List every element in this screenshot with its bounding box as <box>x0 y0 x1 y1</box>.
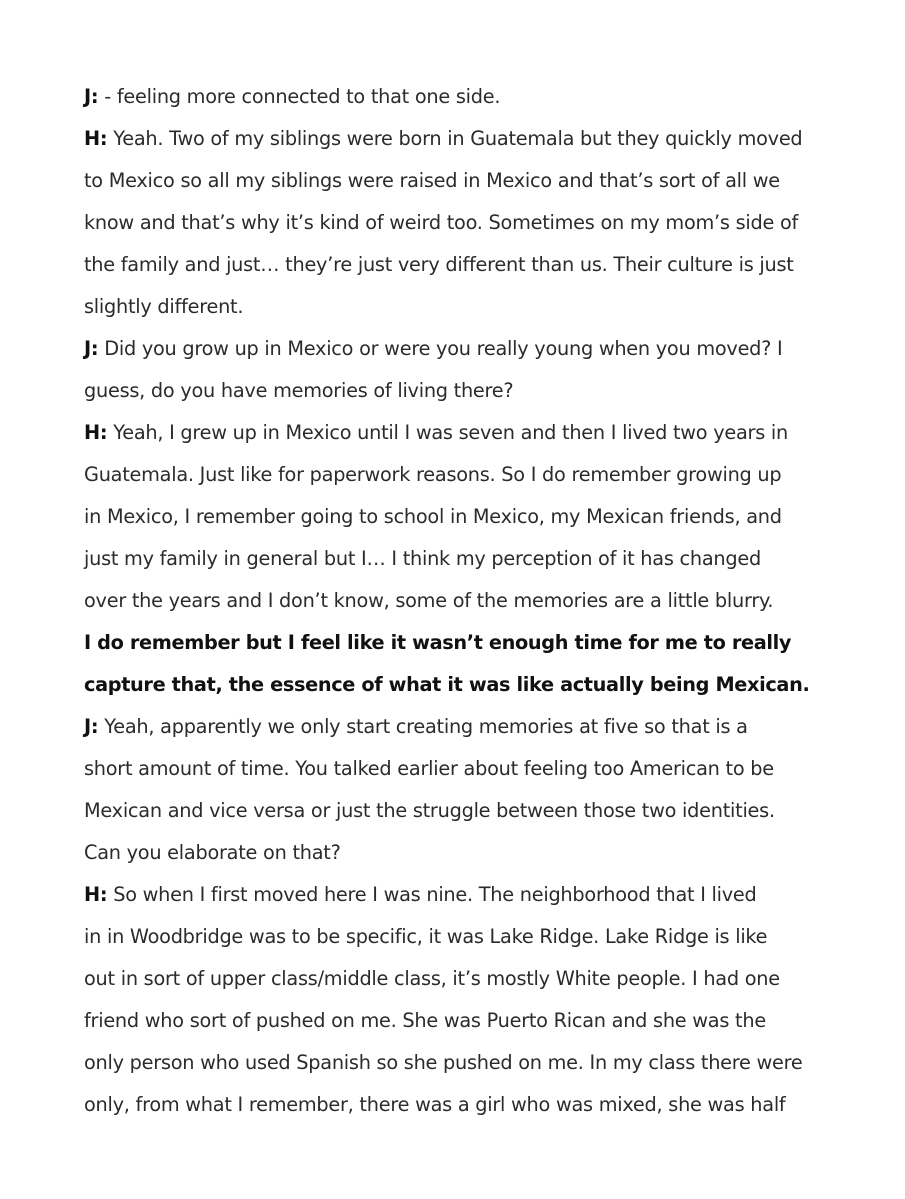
line-text: Yeah. Two of my siblings were born in Guatemala but they quickly moved <box>107 127 803 150</box>
speaker-label: J: <box>84 337 99 360</box>
speaker-label: H: <box>84 883 108 906</box>
line-text: Mexican and vice versa or just the struggle between those two identities. <box>84 799 775 822</box>
transcript-line-2 <box>84 118 844 160</box>
speaker-label: H: <box>84 421 108 444</box>
line-text: to Mexico so all my siblings were raised in Mexico and that’s sort of all we <box>84 169 780 192</box>
line-text: Yeah, I grew up in Mexico until I was seven and then I lived two years in <box>107 421 788 444</box>
transcript-line-5 <box>84 244 844 286</box>
line-text: - feeling more connected to that one side. <box>98 85 501 108</box>
transcript-line-11 <box>84 496 844 538</box>
line-text: slightly different. <box>84 295 244 318</box>
transcript-line-3 <box>84 160 844 202</box>
line-text: just my family in general but I… I think my perception of it has changed <box>84 547 761 570</box>
line-text: I do remember but I feel like it wasn’t enough time for me to really <box>84 631 792 654</box>
transcript-line-4 <box>84 202 844 244</box>
line-text: Can you elaborate on that? <box>84 841 341 864</box>
transcript-line-7 <box>84 328 844 370</box>
transcript-line-6 <box>84 286 844 328</box>
line-text: in Mexico, I remember going to school in Mexico, my Mexican friends, and <box>84 505 782 528</box>
line-text: short amount of time. You talked earlier about feeling too American to be <box>84 757 774 780</box>
line-text: Did you grow up in Mexico or were you really young when you moved? I <box>98 337 783 360</box>
line-text: over the years and I don’t know, some of the memories are a little blurry. <box>84 589 774 612</box>
transcript-line-12 <box>84 538 844 580</box>
transcript-line-9 <box>84 412 844 454</box>
transcript-line-25 <box>84 1084 844 1126</box>
highlighted-quote-line-2 <box>84 664 844 706</box>
line-text: only person who used Spanish so she pushed on me. In my class there were <box>84 1051 803 1074</box>
line-text: know and that’s why it’s kind of weird too. Sometimes on my mom’s side of <box>84 211 799 234</box>
transcript-line-16 <box>84 706 844 748</box>
line-text: only, from what I remember, there was a girl who was mixed, she was half <box>84 1093 786 1116</box>
line-text: Yeah, apparently we only start creating memories at five so that is a <box>98 715 748 738</box>
speaker-label: J: <box>84 85 99 108</box>
transcript-line-18 <box>84 790 844 832</box>
transcript-line-24 <box>84 1042 844 1084</box>
transcript-line-17 <box>84 748 844 790</box>
transcript-line-13 <box>84 580 844 622</box>
transcript-line-23 <box>84 1000 844 1042</box>
transcript-line-19 <box>84 832 844 874</box>
transcript-line-21 <box>84 916 844 958</box>
line-text: the family and just… they’re just very different than us. Their culture is just <box>84 253 794 276</box>
transcript-line-10 <box>84 454 844 496</box>
transcript-line-22 <box>84 958 844 1000</box>
line-text: out in sort of upper class/middle class, it’s mostly White people. I had one <box>84 967 780 990</box>
transcript-body <box>84 76 844 1126</box>
line-text: Guatemala. Just like for paperwork reasons. So I do remember growing up <box>84 463 782 486</box>
speaker-label: H: <box>84 127 108 150</box>
line-text: So when I first moved here I was nine. The neighborhood that I lived <box>107 883 757 906</box>
transcript-line-20 <box>84 874 844 916</box>
transcript-line-8 <box>84 370 844 412</box>
line-text: in in Woodbridge was to be specific, it was Lake Ridge. Lake Ridge is like <box>84 925 768 948</box>
transcript-line-1 <box>84 76 844 118</box>
highlighted-quote-line-1 <box>84 622 844 664</box>
line-text: guess, do you have memories of living there? <box>84 379 514 402</box>
line-text: capture that, the essence of what it was like actually being Mexican. <box>84 673 810 696</box>
speaker-label: J: <box>84 715 99 738</box>
line-text: friend who sort of pushed on me. She was Puerto Rican and she was the <box>84 1009 766 1032</box>
